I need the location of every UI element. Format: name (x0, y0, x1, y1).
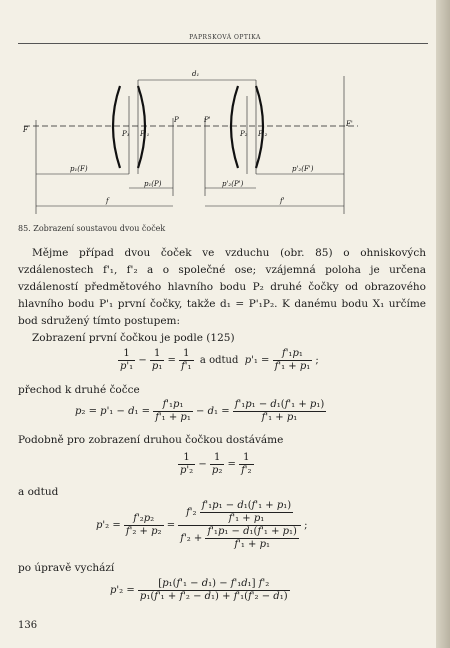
lens2-left (231, 86, 238, 168)
label-Fp: F' (346, 120, 353, 128)
paragraph-and-hence (18, 484, 426, 501)
label-p2F: p'₂(F') (292, 165, 314, 173)
figure-caption: 85. Zobrazení soustavou dvou čoček (18, 224, 166, 233)
paragraph-transition (18, 382, 426, 399)
lens1-left (113, 86, 120, 168)
page-number: 136 (18, 620, 38, 631)
paragraph-intro-text: Mějme případ dvou čoček ve vzduchu (obr. 85) o ohniskových vzdálenostech f'₁, f'₂ a o společné ose; vzájemná poloha je určena vzdáleností předmětového hlavního bodu P₂ druhé čočky od obrazového hlavního bodu P'₁ první čočky, takže d₁ = P'₁P₂. K danému bodu X₁ určíme bod sdružený tímto postupem: (18, 247, 426, 327)
label-P2: P₂ (240, 130, 248, 138)
lens2-right (256, 86, 263, 168)
label-f: f (106, 197, 109, 205)
label-F: F (23, 126, 28, 134)
header-rule (18, 43, 428, 44)
equation-second-lens: $\frac{1}{\text{p'₂}}$ − $\frac{1}{\text{p₂}}$ = $\frac{1}{\text{f'₂}}$ (180, 452, 252, 476)
equation-final: p'₂ = $\frac{\text{[p₁(f'₁ − d₁) − f'₁d₁] f'₂}}{\text{p₁(f'₁ + f'₂ − d₁) + f'₁(f'₂ − d₁)}}$ (110, 578, 288, 602)
equation-result-compound: p'₂ = $\frac{\text{f'₂p₂}}{\text{f'₂ + p₂}}$ = f'₂ $\frac{\text{f'₁p₁ − d₁(f'₁ + p₁)}}{\text{f'₁ + p₁}}$ f'₂ + $\frac{\text{f'₁p₁ − d₁(f'₁ + p₁)}}{\text{f'₁ + p₁}}$ ; (96, 500, 308, 550)
lens1-right (138, 86, 145, 168)
label-P2p: P'₂ (258, 130, 268, 138)
label-Pp: P' (204, 116, 211, 124)
paragraph-first-lens (18, 330, 426, 347)
paragraph-and-hence-text: a odtud (18, 486, 59, 498)
equation-transition: p₂ = p'₁ − d₁ = $\frac{\text{f'₁p₁}}{\text{f'₁ + p₁}}$ − d₁ = $\frac{\text{f'₁p₁ − d₁(f'₁ + p₁)}}{\text{f'₁ + p₁}}$ (75, 399, 325, 423)
eq1-and-hence: a odtud (199, 355, 239, 366)
label-d1: d₁ (192, 70, 200, 78)
label-p2P: p'₂(P') (222, 180, 244, 188)
running-header: PAPRSKOVÁ OPTIKA (189, 34, 261, 41)
label-p1F: p₁(F) (70, 165, 88, 173)
equation-first-lens: $\frac{1}{\text{p'₁}}$ − $\frac{1}{\text{p₁}}$ = $\frac{1}{\text{f'₁}}$ a odtud p'₁ = $\frac{\text{f'₁p₁}}{\text{f'₁ + p₁}}$ ; (120, 348, 319, 372)
label-P1: P₁ (122, 130, 130, 138)
paragraph-second-lens-text: Podobně pro zobrazení druhou čočkou dostáváme (18, 434, 284, 446)
paragraph-after-simplification (18, 560, 426, 577)
paragraph-after-simplification-text: po úpravě vychází (18, 562, 115, 574)
label-P1p: P'₁ (140, 130, 150, 138)
paragraph-first-lens-text: Zobrazení první čočkou je podle (125) (32, 332, 235, 344)
label-p1P: p₁(P) (144, 180, 162, 188)
paragraph-transition-text: přechod k druhé čočce (18, 384, 140, 396)
page-gutter-shadow (436, 0, 450, 648)
label-fp: f' (280, 197, 285, 205)
paragraph-second-lens (18, 432, 426, 449)
label-P: P (174, 116, 179, 124)
figure-two-lens-system (18, 56, 388, 216)
paragraph-intro (18, 245, 426, 330)
